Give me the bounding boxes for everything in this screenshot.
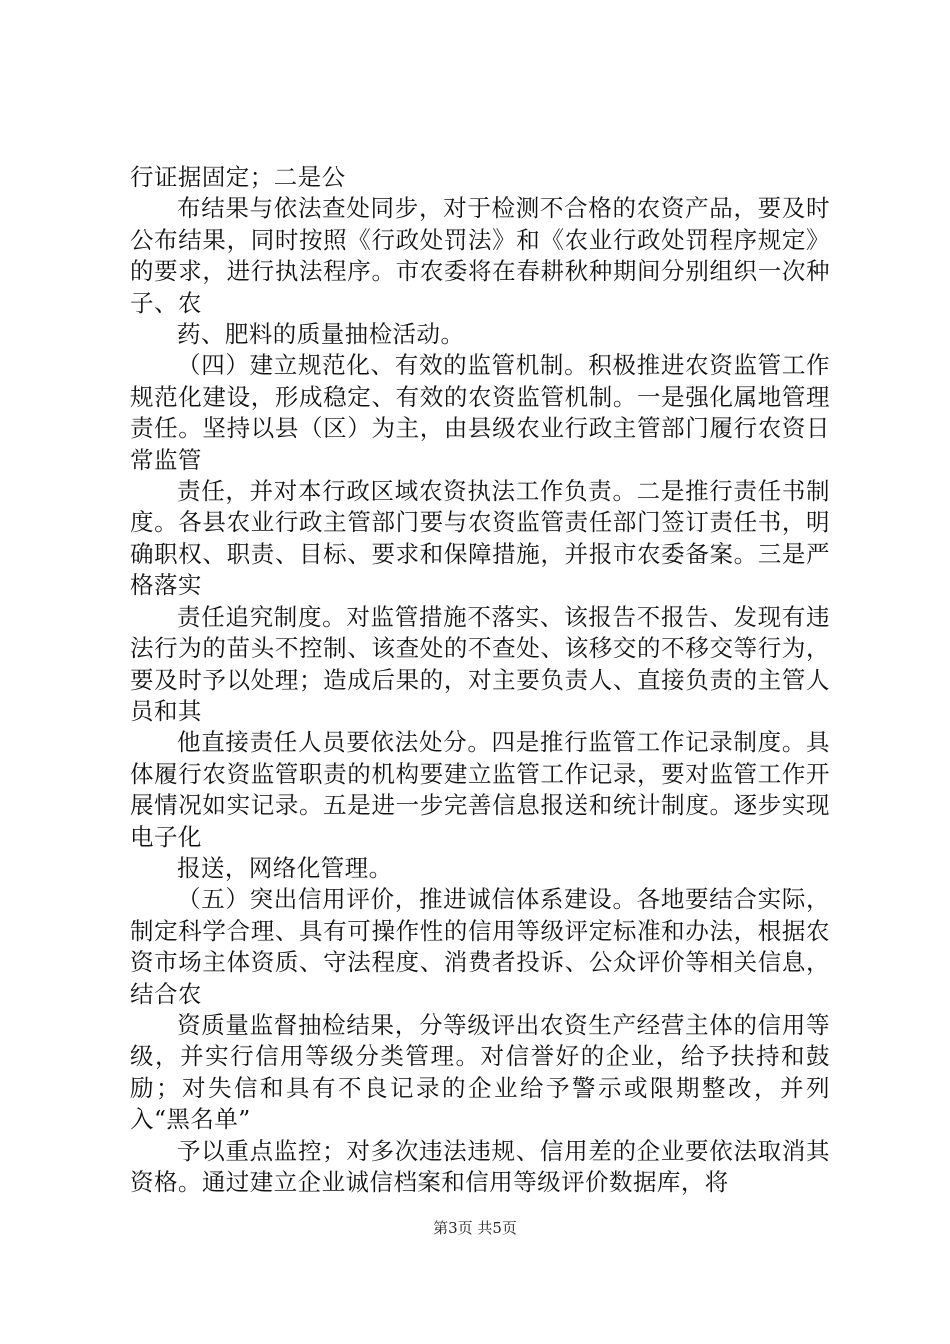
paragraph: 他直接责任人员要依法处分。四是推行监管工作记录制度。具体履行农资监管职责的机构要建立监管工作记录，要对监管工作开展情况如实记录。五是进一步完善信息报送和统计制度。逐步实现电子化 xyxy=(130,728,830,851)
paragraph: 资质量监督抽检结果，分等级评出农资生产经营主体的信用等级，并实行信用等级分类管理。对信誉好的企业，给予扶持和鼓励；对失信和具有不良记录的企业给予警示或限期整改，并列入“黑名单” xyxy=(130,1010,830,1134)
page-number-footer: 第3页 共5页 xyxy=(433,1219,517,1237)
paragraph: 报送，网络化管理。 xyxy=(177,853,393,882)
paragraph: （五）突出信用评价，推进诚信体系建设。各地要结合实际，制定科学合理、具有可操作性的信用等级评定标准和办法，根据农资市场主体资质、守法程度、消费者投诉、公众评价等相关信息，结合农 xyxy=(130,885,830,1008)
paragraph: 责任，并对本行政区域农资执法工作负责。二是推行责任书制度。各县农业行政主管部门要与农资监管责任部门签订责任书，明确职权、职责、目标、要求和保障措施，并报市农委备案。三是严格落实 xyxy=(130,477,830,600)
document-body xyxy=(130,162,830,1198)
paragraph: 予以重点监控；对多次违法违规、信用差的企业要依法取消其资格。通过建立企业诚信档案和信用等级评价数据库，将 xyxy=(130,1136,830,1196)
paragraph: 责任追究制度。对监管措施不落实、该报告不报告、发现有违法行为的苗头不控制、该查处的不查处、该移交的不移交等行为，要及时予以处理；造成后果的，对主要负责人、直接负责的主管人员和其 xyxy=(130,602,830,725)
paragraph: 行证据固定；二是公 xyxy=(130,163,346,191)
paragraph: 药、肥料的质量抽检活动。 xyxy=(177,320,465,349)
paragraph: （四）建立规范化、有效的监管机制。积极推进农资监管工作规范化建设，形成稳定、有效的农资监管机制。一是强化属地管理责任。坚持以县（区）为主，由县级农业行政主管部门履行农资日常监管 xyxy=(130,351,830,474)
paragraph: 布结果与依法查处同步，对于检测不合格的农资产品，要及时公布结果，同时按照《行政处罚法》和《农业行政处罚程序规定》的要求，进行执法程序。市农委将在春耕秋种期间分别组织一次种子、农 xyxy=(130,194,830,317)
